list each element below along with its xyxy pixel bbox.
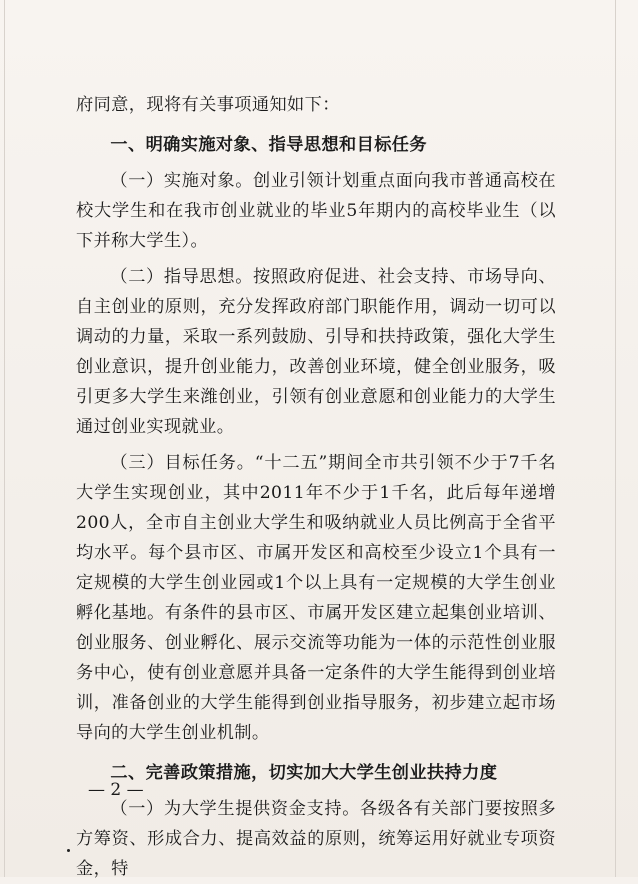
paragraph-funding-support: （一）为大学生提供资金支持。各级各有关部门要按照多方筹资、形成合力、提高效益的原则，统筹运用好就业专项资金，特	[76, 799, 556, 879]
section-heading-2: 二、完善政策措施，切实加大大学生创业扶持力度	[110, 763, 498, 783]
page-edge-line	[615, 0, 616, 877]
document-body	[76, 90, 556, 884]
section-heading-1: 一、明确实施对象、指导思想和目标任务	[110, 135, 427, 155]
paragraph-target-tasks: （三）目标任务。“十二五”期间全市共引领不少于7千名大学生实现创业，其中2011年不少于1千名，此后每年递增200人，全市自主创业大学生和吸纳就业人员比例高于全省平均水平。每个县市区、市属开发区和高校至少设立1个具有一定规模的大学生创业园或1个以上具有一定规模的大学生创业孵化基地。有条件的县市区、市属开发区建立起集创业培训、创业服务、创业孵化、展示交流等功能为一体的示范性创业服务中心，使有创业意愿并具备一定条件的大学生能得到创业培训，准备创业的大学生能得到创业指导服务，初步建立起市场导向的大学生创业机制。	[76, 453, 556, 743]
page-speck	[67, 849, 70, 852]
page-number: — 2 —	[88, 780, 144, 800]
paragraph-guiding-ideology: （二）指导思想。按照政府促进、社会支持、市场导向、自主创业的原则，充分发挥政府部门职能作用，调动一切可以调动的力量，采取一系列鼓励、引导和扶持政策，强化大学生创业意识，提升创业能力，改善创业环境，健全创业服务，吸引更多大学生来潍创业，引领有创业意愿和创业能力的大学生通过创业实现就业。	[76, 267, 556, 437]
opening-line: 府同意，现将有关事项通知如下：	[76, 95, 340, 115]
page-edge-line	[4, 0, 5, 877]
paragraph-implementation-target: （一）实施对象。创业引领计划重点面向我市普通高校在校大学生和在我市创业就业的毕业5年期内的高校毕业生（以下并称大学生）。	[76, 171, 556, 251]
